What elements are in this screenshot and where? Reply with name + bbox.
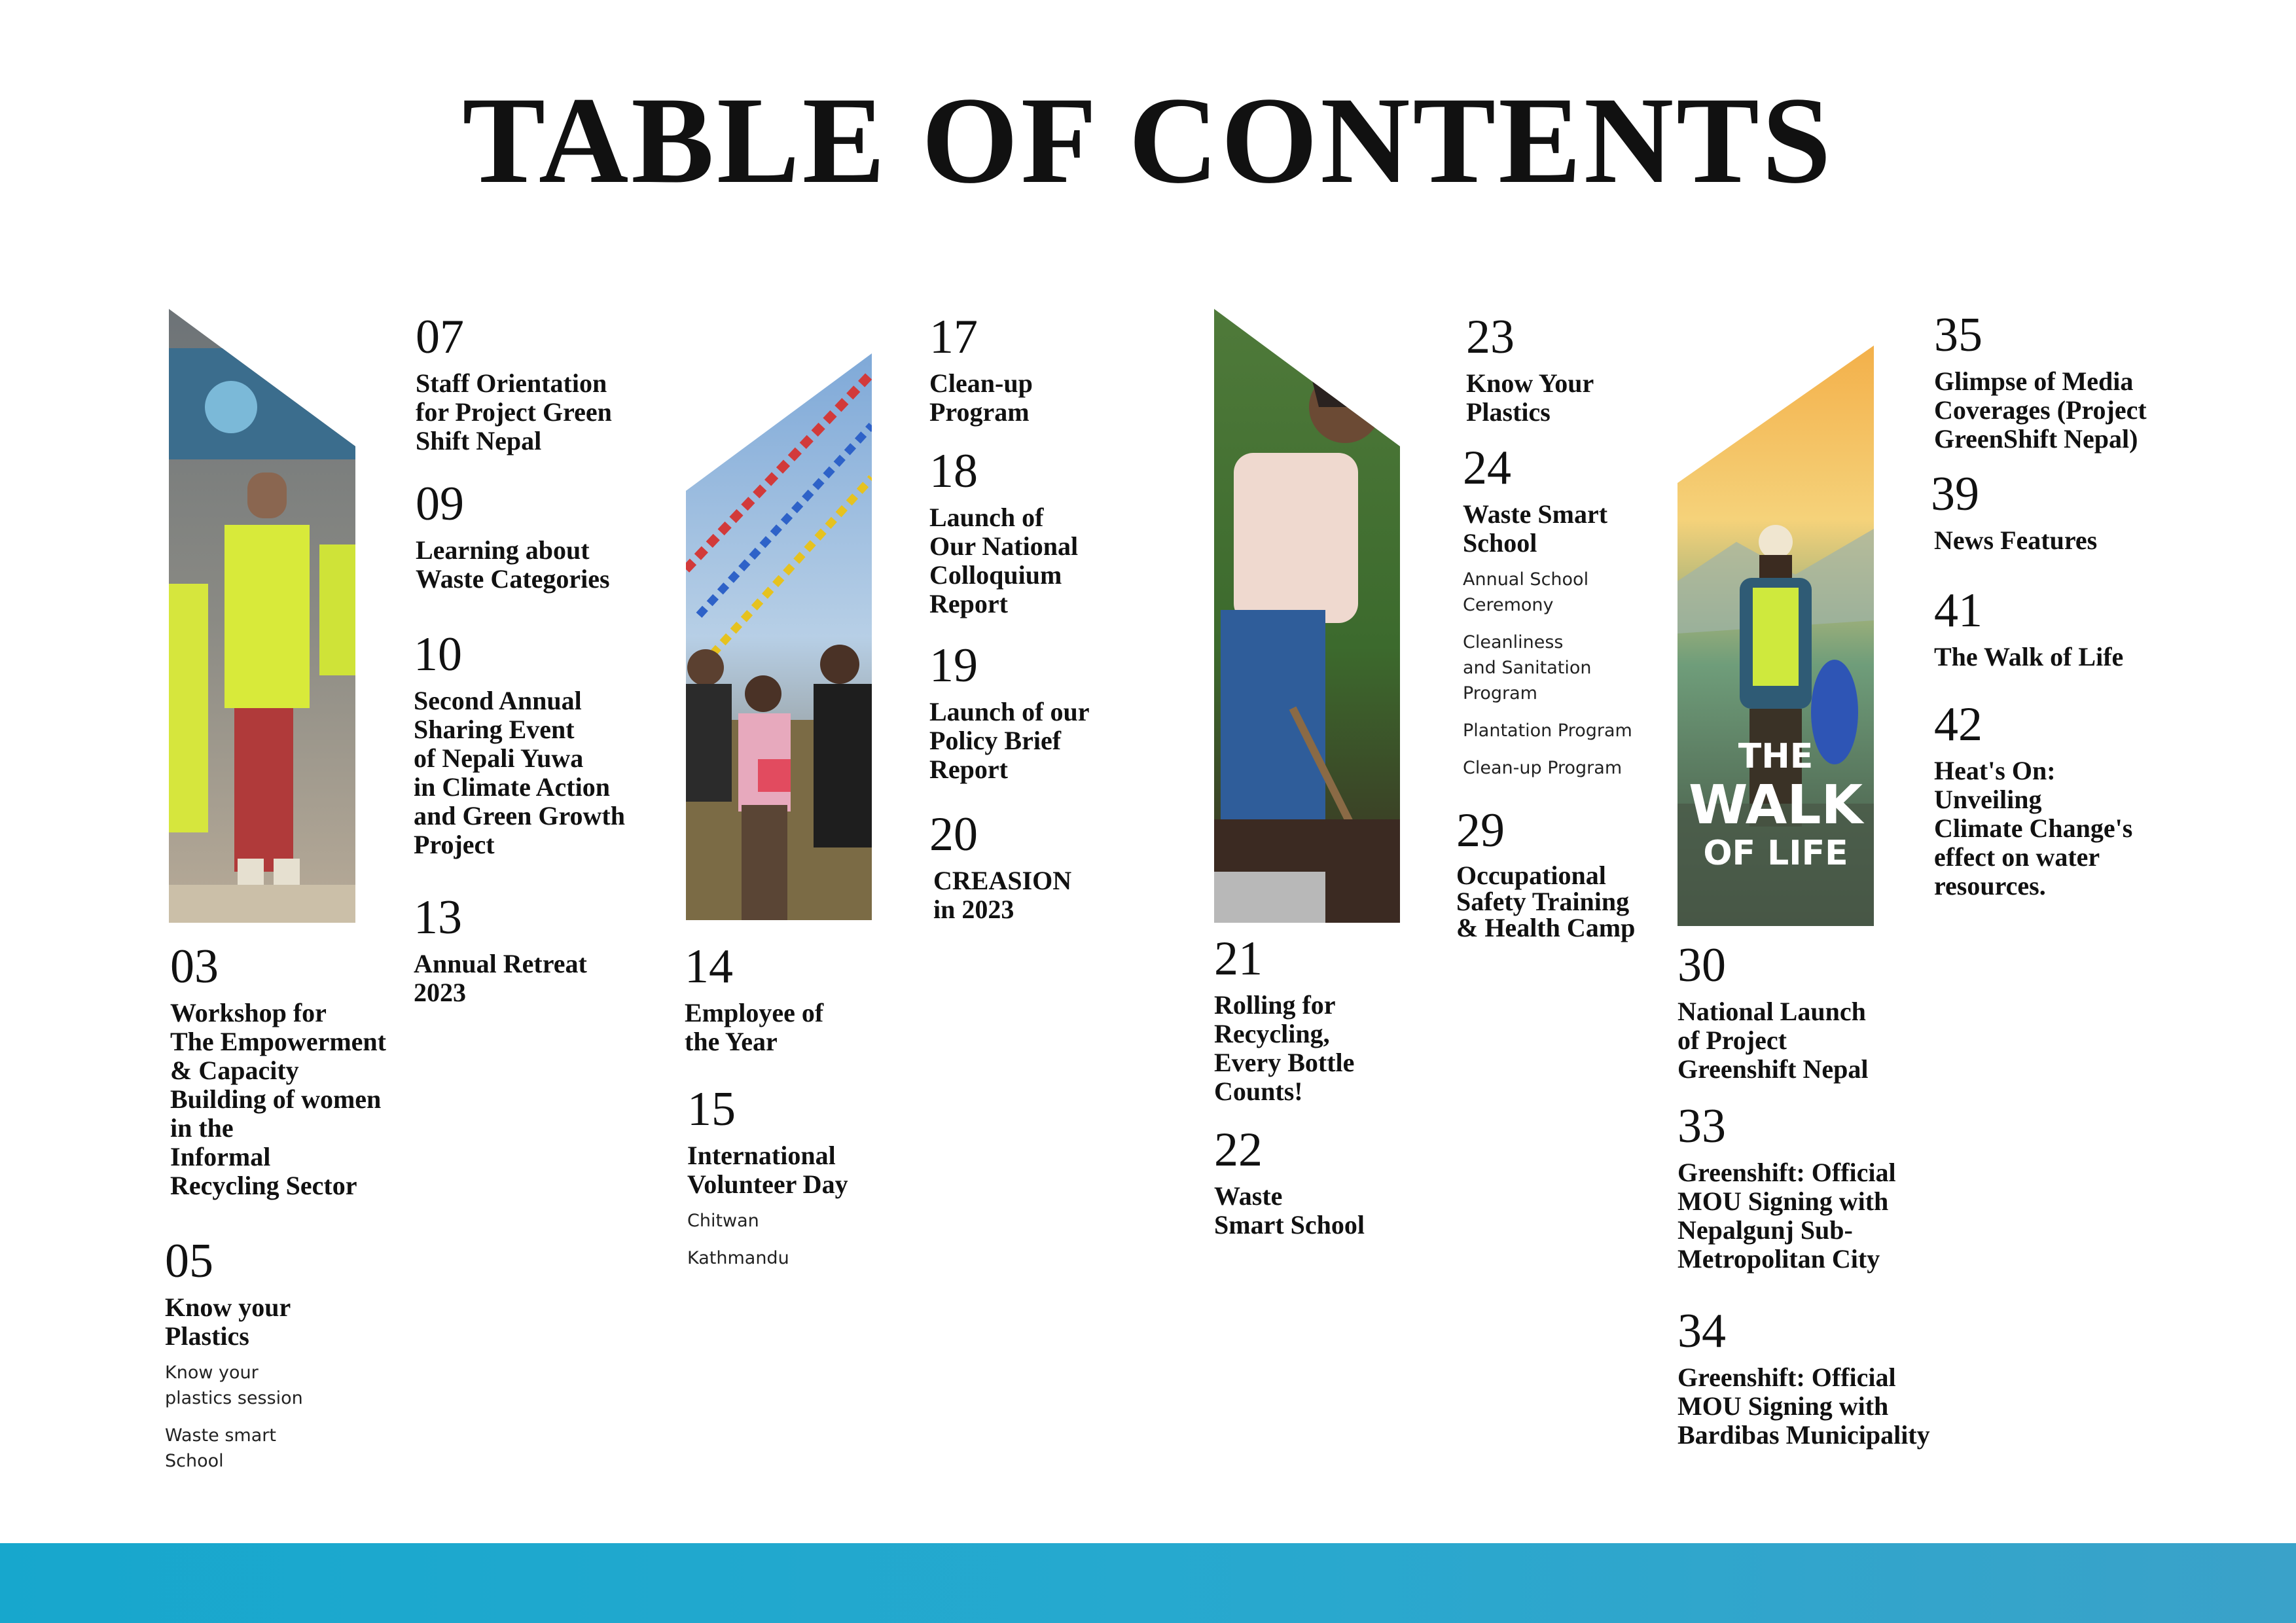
page-number: 14 bbox=[685, 940, 733, 993]
entry-heading: Occupational Safety Training & Health Camp bbox=[1456, 861, 1636, 942]
page-number: 05 bbox=[165, 1234, 213, 1288]
entry-heading: Waste Smart School bbox=[1214, 1181, 1365, 1240]
toc-entry-19[interactable] bbox=[929, 641, 1090, 784]
page-number: 18 bbox=[929, 444, 978, 498]
entry-heading: Second Annual Sharing Event of Nepali Yuwa in Climate Action and Green Growth Project bbox=[414, 686, 625, 859]
toc-entry-17[interactable] bbox=[929, 310, 1033, 427]
page-number: 03 bbox=[170, 940, 219, 993]
entry-subitem: Waste smart School bbox=[165, 1425, 276, 1471]
entry-heading: Launch of our Policy Brief Report bbox=[929, 697, 1090, 784]
entry-heading: Heat's On: Unveiling Climate Change's effect on water resources. bbox=[1934, 756, 2133, 901]
page-number: 33 bbox=[1677, 1099, 1726, 1153]
toc-entry-30[interactable] bbox=[1677, 938, 1869, 1084]
toc-entry-05[interactable] bbox=[165, 1234, 303, 1486]
toc-entry-03[interactable] bbox=[170, 942, 386, 1200]
entry-subitem: Annual School Ceremony bbox=[1463, 569, 1589, 615]
page-number: 07 bbox=[416, 310, 464, 364]
toc-entry-22[interactable] bbox=[1214, 1123, 1365, 1240]
page-number: 09 bbox=[416, 477, 464, 531]
walk-of-life-poster bbox=[1677, 346, 1874, 926]
page-number: 30 bbox=[1677, 938, 1726, 992]
entry-subitem: Chitwan bbox=[687, 1211, 759, 1231]
toc-entry-18[interactable] bbox=[929, 444, 1079, 618]
toc-entry-23[interactable] bbox=[1466, 310, 1594, 427]
poster-title-line2: WALK bbox=[1688, 774, 1863, 836]
page-number: 42 bbox=[1934, 698, 1982, 751]
entry-heading: Waste Smart School bbox=[1463, 499, 1608, 558]
page-number: 20 bbox=[929, 808, 978, 861]
toc-entry-34[interactable] bbox=[1677, 1304, 1930, 1450]
toc-entry-33[interactable] bbox=[1677, 1099, 1896, 1274]
toc-entry-20[interactable] bbox=[929, 810, 1071, 924]
entry-subitem: Cleanliness and Sanitation Program bbox=[1463, 632, 1592, 704]
entry-heading: Rolling for Recycling, Every Bottle Counts! bbox=[1214, 990, 1355, 1106]
workshop-photo bbox=[169, 309, 355, 923]
page-number: 21 bbox=[1214, 932, 1263, 986]
page-number: 24 bbox=[1463, 441, 1511, 495]
page-number: 10 bbox=[414, 628, 462, 681]
page-number: 35 bbox=[1934, 308, 1982, 362]
entry-heading: Glimpse of Media Coverages (Project GreenShift Nepal) bbox=[1934, 366, 2147, 454]
entry-heading: CREASION in 2023 bbox=[933, 866, 1072, 924]
entry-heading: Staff Orientation for Project Green Shift Nepal bbox=[416, 368, 612, 455]
page-number: 15 bbox=[687, 1082, 736, 1136]
toc-entry-35[interactable] bbox=[1934, 308, 2147, 454]
entry-heading: International Volunteer Day bbox=[687, 1141, 848, 1199]
poster-title-line1: THE bbox=[1738, 737, 1814, 776]
toc-entry-21[interactable] bbox=[1214, 932, 1355, 1106]
entry-heading: News Features bbox=[1934, 526, 2098, 555]
school-planting-photo bbox=[1214, 309, 1400, 923]
page-number: 22 bbox=[1214, 1123, 1263, 1177]
toc-entry-39[interactable] bbox=[1931, 467, 2098, 555]
toc-entry-15[interactable] bbox=[687, 1082, 848, 1283]
entry-heading: Greenshift: Official MOU Signing with Nepalgunj Sub- Metropolitan City bbox=[1677, 1158, 1896, 1274]
entry-heading: Know Your Plastics bbox=[1466, 368, 1594, 427]
page-title: TABLE OF CONTENTS bbox=[462, 72, 1834, 209]
toc-entry-10[interactable] bbox=[414, 630, 625, 859]
footer-accent-bar bbox=[0, 1543, 2296, 1623]
page-number: 17 bbox=[929, 310, 978, 364]
entry-subitem: Plantation Program bbox=[1463, 721, 1632, 741]
toc-entry-24[interactable] bbox=[1463, 441, 1632, 793]
entry-heading: Know your Plastics bbox=[165, 1293, 291, 1351]
entry-heading: Employee of the Year bbox=[685, 998, 824, 1056]
entry-heading: Greenshift: Official MOU Signing with Bardibas Municipality bbox=[1677, 1363, 1930, 1450]
toc-entry-07[interactable] bbox=[416, 310, 612, 455]
page-number: 34 bbox=[1677, 1304, 1726, 1358]
toc-entry-29[interactable] bbox=[1456, 806, 1635, 941]
toc-entry-42[interactable] bbox=[1934, 700, 2132, 901]
toc-entry-14[interactable] bbox=[685, 942, 823, 1056]
entry-heading: National Launch of Project Greenshift Nepal bbox=[1677, 997, 1869, 1084]
page-number: 13 bbox=[414, 891, 462, 944]
entry-heading: Workshop for The Empowerment & Capacity Building of women in the Informal Recycling Sector bbox=[170, 998, 386, 1200]
page-number: 29 bbox=[1456, 804, 1505, 857]
entry-subitem: Kathmandu bbox=[687, 1248, 789, 1268]
page-number: 39 bbox=[1931, 467, 1979, 521]
volunteer-day-photo bbox=[686, 353, 872, 920]
poster-title-line3: OF LIFE bbox=[1703, 834, 1848, 873]
page-number: 23 bbox=[1466, 310, 1515, 364]
entry-heading: Learning about Waste Categories bbox=[416, 535, 610, 594]
page-number: 19 bbox=[929, 639, 978, 692]
toc-entry-09[interactable] bbox=[416, 477, 610, 594]
entry-subitem: Clean-up Program bbox=[1463, 758, 1623, 778]
entry-heading: Launch of Our National Colloquium Report bbox=[929, 503, 1079, 618]
entry-heading: Clean-up Program bbox=[929, 368, 1033, 427]
page-number: 41 bbox=[1934, 584, 1982, 637]
entry-heading: Annual Retreat 2023 bbox=[414, 949, 587, 1007]
toc-entry-13[interactable] bbox=[414, 893, 587, 1007]
entry-subitem: Know your plastics session bbox=[165, 1363, 303, 1408]
entry-heading: The Walk of Life bbox=[1934, 642, 2124, 671]
toc-entry-41[interactable] bbox=[1934, 586, 2123, 671]
